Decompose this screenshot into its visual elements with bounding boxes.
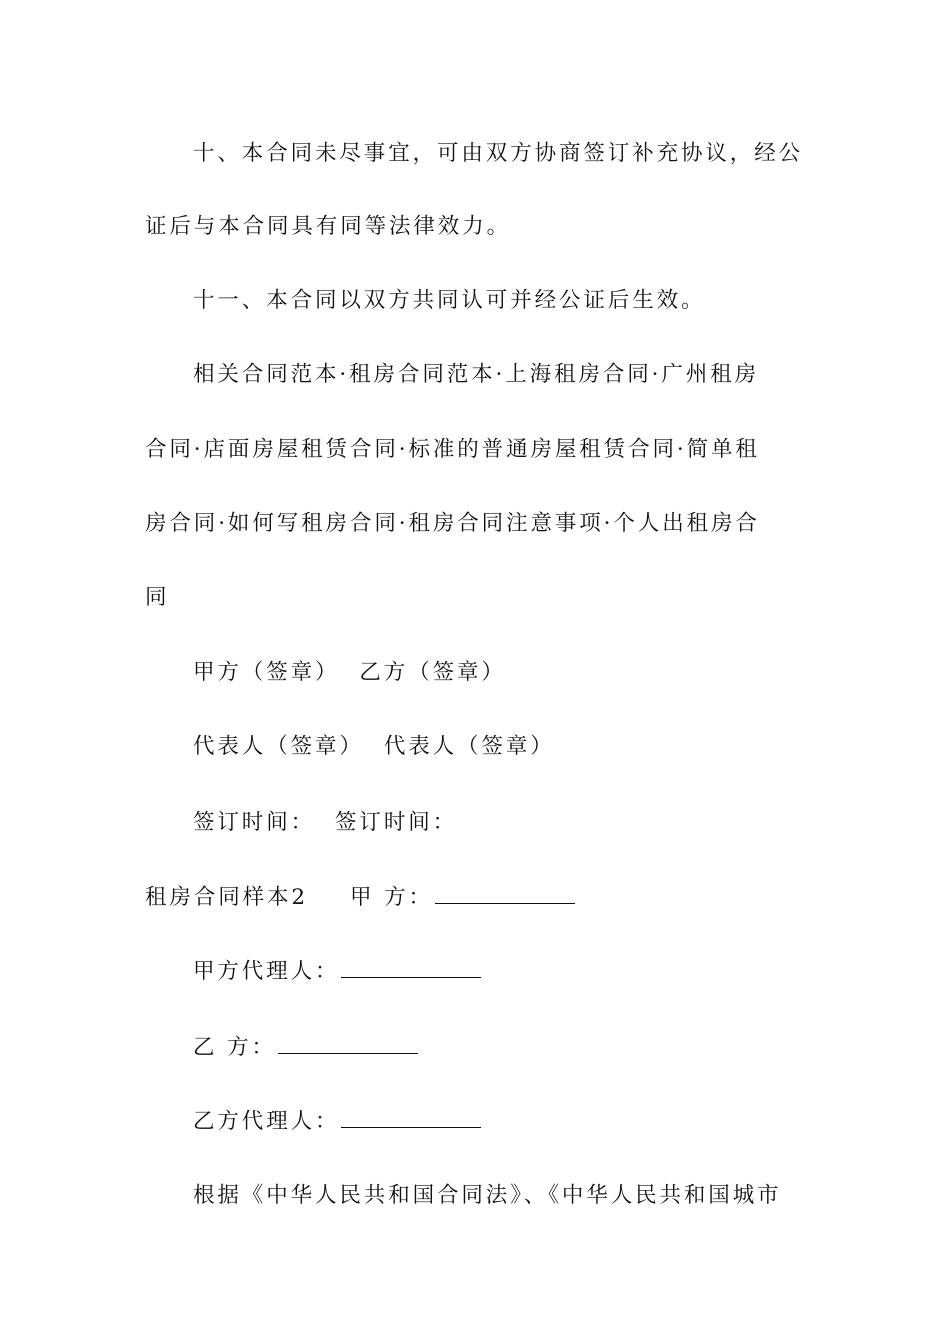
related-links-line-3: 房合同·如何写租房合同·租房合同注意事项·个人出租房合	[145, 511, 760, 536]
legal-basis-line-1: 根据《中华人民共和国合同法》、《中华人民共和国城市	[193, 1183, 782, 1208]
related-links-line-4: 同	[145, 585, 170, 610]
party-b-agent-blank-line	[341, 1126, 481, 1128]
party-b-agent-row	[193, 1111, 481, 1133]
signature-row	[193, 662, 506, 684]
party-a-agent-label: 甲方代理人：	[193, 959, 340, 984]
sample-title: 租房合同样本2	[145, 885, 308, 910]
party-a-representative-label: 代表人（签章）	[193, 734, 364, 759]
clause-10-line-1: 十、本合同未尽事宜，可由双方协商签订补充协议，经公	[193, 141, 804, 166]
clause-10-line-2: 证后与本合同具有同等法律效力。	[145, 214, 512, 239]
related-links-line-2: 合同·店面房屋租赁合同·标准的普通房屋租赁合同·简单租	[145, 437, 760, 462]
related-links-line-1: 相关合同范本·租房合同范本·上海租房合同·广州租房	[193, 362, 760, 387]
party-b-signature-label: 乙方（签章）	[359, 660, 506, 685]
party-b-label: 乙 方：	[193, 1035, 276, 1060]
clause-11: 十一、本合同以双方共同认可并经公证后生效。	[193, 288, 706, 313]
party-b-blank-line	[278, 1052, 418, 1054]
party-b-signing-date-label: 签订时间：	[335, 810, 458, 835]
party-b-agent-label: 乙方代理人：	[193, 1109, 340, 1134]
party-a-agent-blank-line	[341, 976, 481, 978]
signing-date-row	[193, 812, 457, 834]
party-a-label: 甲 方：	[349, 885, 433, 910]
party-a-signing-date-label: 签订时间：	[193, 810, 316, 835]
party-a-agent-row	[193, 961, 481, 983]
party-a-signature-label: 甲方（签章）	[193, 660, 340, 685]
representative-row	[193, 736, 555, 758]
party-b-row	[193, 1037, 418, 1059]
party-b-representative-label: 代表人（签章）	[383, 734, 555, 759]
party-a-blank-line	[435, 902, 575, 904]
sample-title-row	[145, 887, 575, 909]
